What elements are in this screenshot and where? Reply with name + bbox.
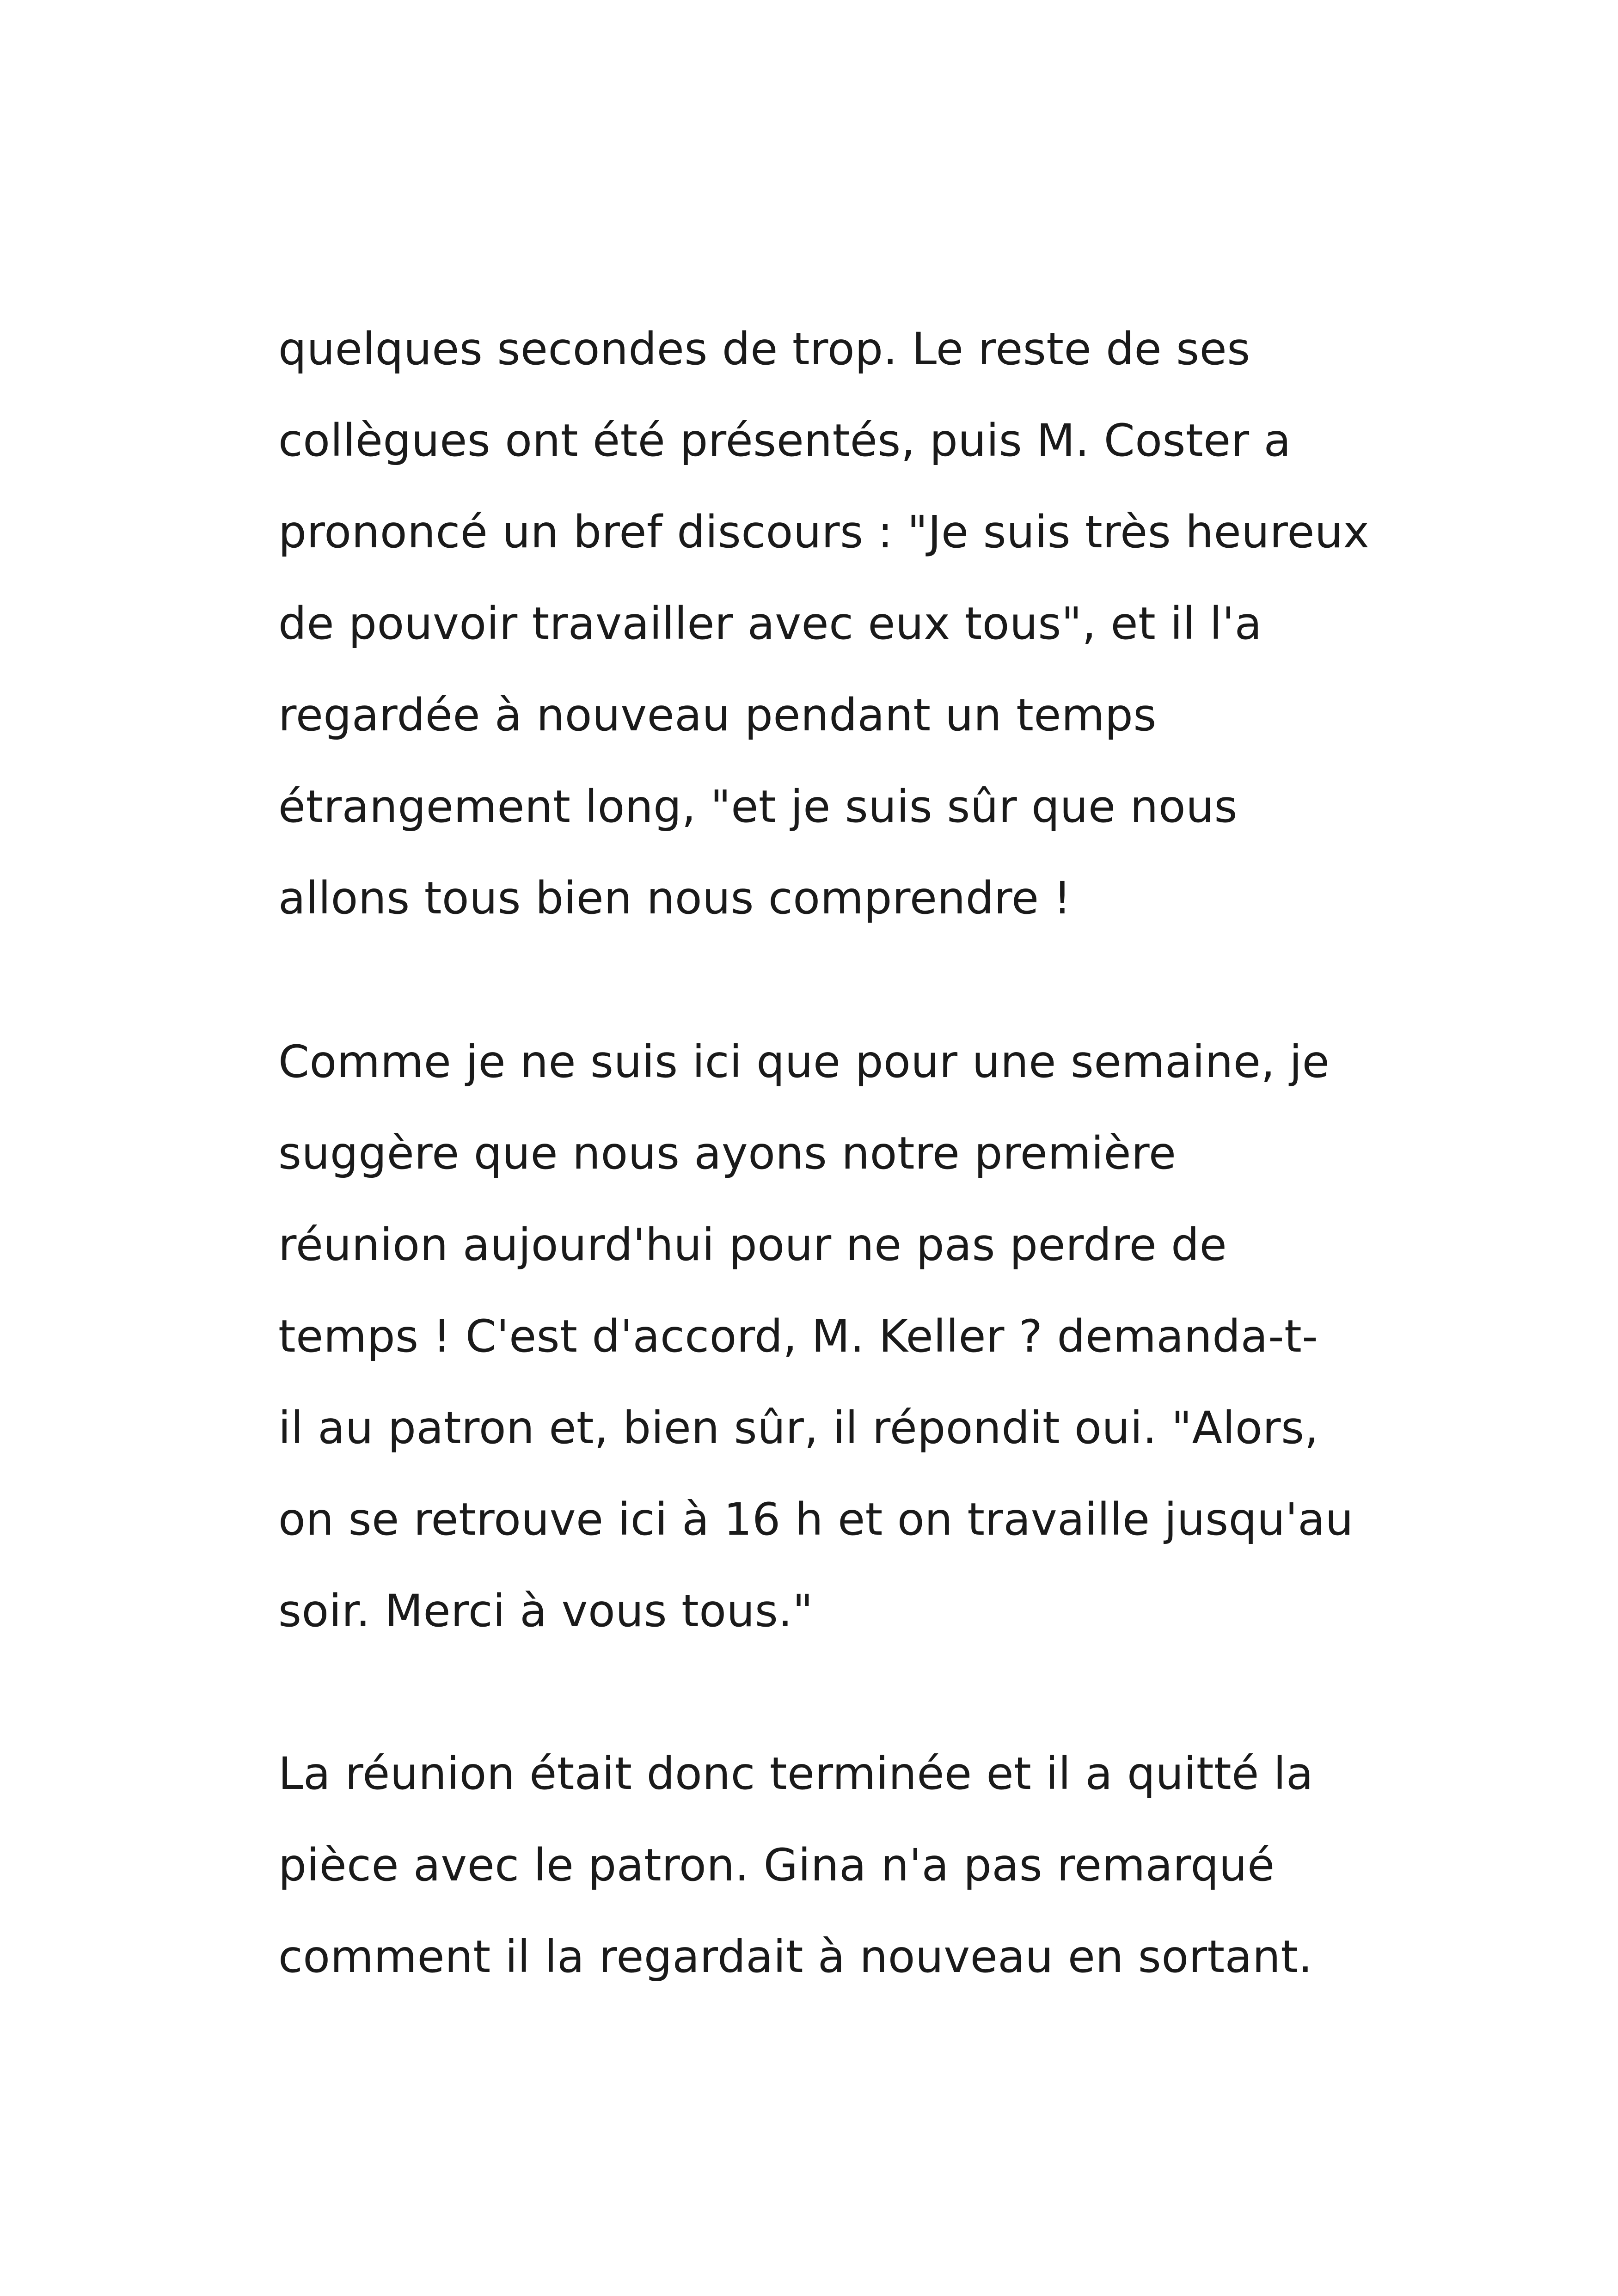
paragraph-line: suggère que nous ayons notre première [278, 1127, 1177, 1179]
paragraph-line: il au patron et, bien sûr, il répondit oui. "Alors, [278, 1402, 1319, 1454]
paragraph-line: étrangement long, "et je suis sûr que nous [278, 781, 1238, 833]
paragraph-line: comment il la regardait à nouveau en sortant. [278, 1931, 1313, 1983]
paragraph-line: on se retrouve ici à 16 h et on travaille jusqu'au [278, 1494, 1354, 1545]
paragraph-line: La réunion était donc terminée et il a quitté la [278, 1748, 1314, 1800]
paragraph-line: prononcé un bref discours : "Je suis très heureux [278, 506, 1370, 558]
paragraph-line: collègues ont été présentés, puis M. Coster a [278, 415, 1291, 466]
paragraph-line: quelques secondes de trop. Le reste de ses [278, 323, 1250, 375]
paragraph-line: réunion aujourd'hui pour ne pas perdre de [278, 1219, 1227, 1271]
paragraph-line: soir. Merci à vous tous." [278, 1585, 813, 1637]
paragraph-line: de pouvoir travailler avec eux tous", et il l'a [278, 598, 1262, 649]
paragraph-line: temps ! C'est d'accord, M. Keller ? demanda-t- [278, 1310, 1318, 1362]
paragraph-line: allons tous bien nous comprendre ! [278, 872, 1072, 924]
paragraph-line: regardée à nouveau pendant un temps [278, 689, 1157, 741]
paragraph-line: Comme je ne suis ici que pour une semaine, je [278, 1036, 1330, 1088]
paragraph-line: pièce avec le patron. Gina n'a pas remarqué [278, 1839, 1275, 1891]
